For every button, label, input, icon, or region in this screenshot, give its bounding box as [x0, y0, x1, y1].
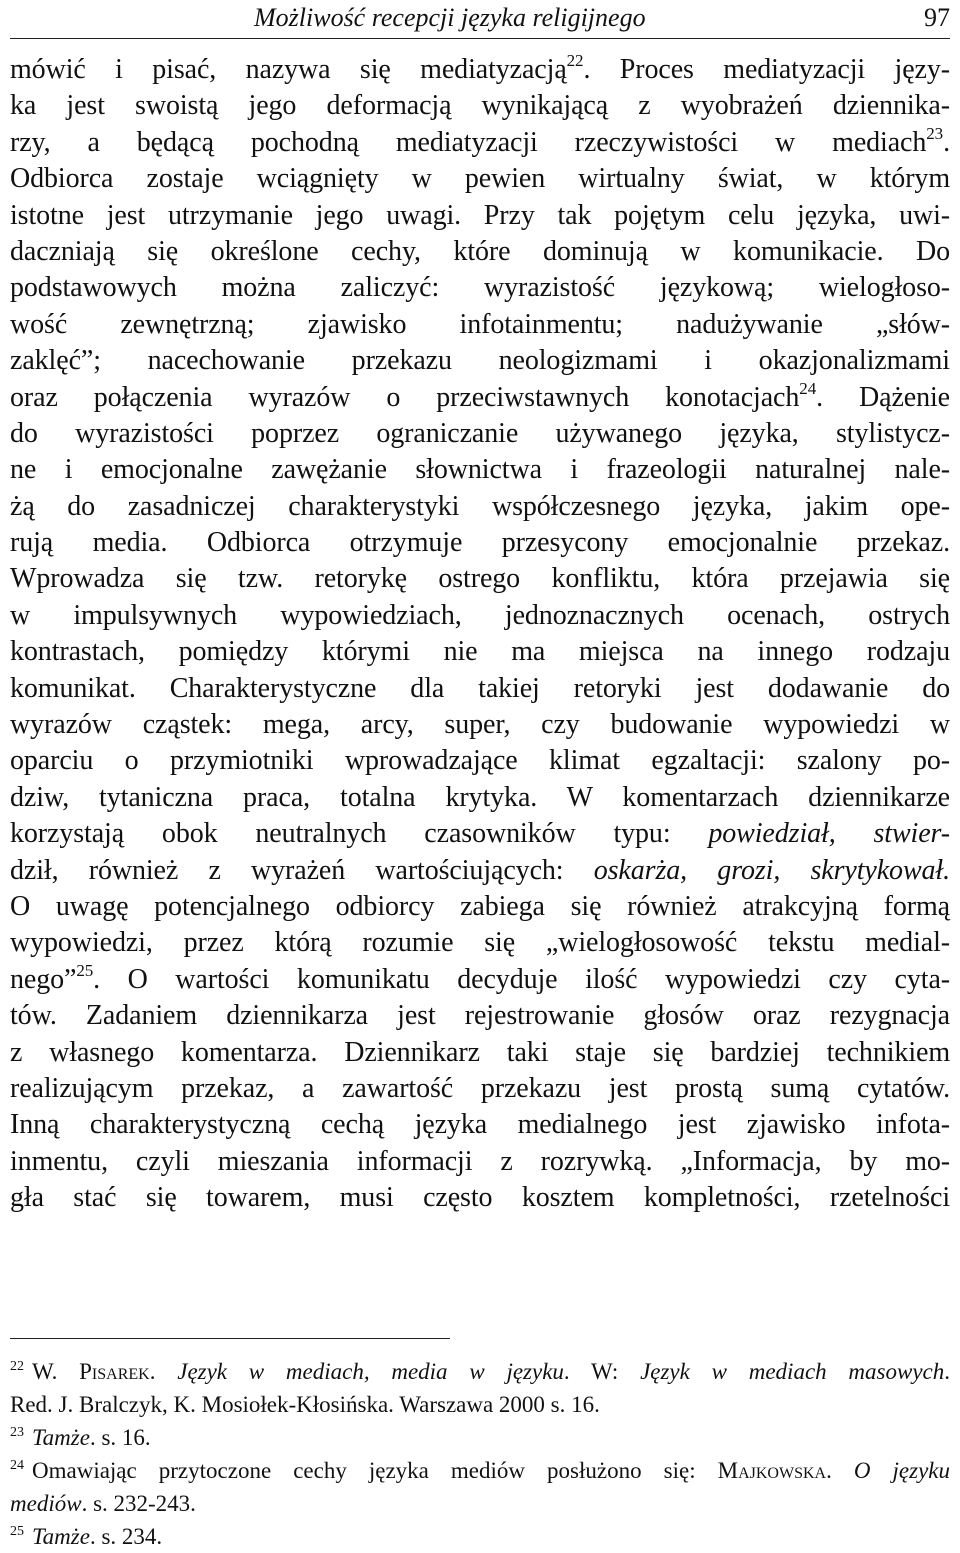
text-line: gła stać się towarem, musi często kosztem kompletności, rzetelności [10, 1182, 950, 1214]
text-line: podstawowych można zaliczyć: wyrazistość językową; wielogłoso- [10, 272, 950, 304]
text-line: rzy, a będącą pochodną mediatyzacji rzeczywistości w mediach$^{23}$. [10, 123, 950, 158]
text-line: istotne jest utrzymanie jego uwagi. Przy tak pojętym celu języka, uwi- [10, 199, 950, 231]
footnote-25: $^{25}$ Tamże. s. 234. [10, 1524, 163, 1549]
text-line: mówić i pisać, nazywa się mediatyzacją$^{22}$. Proces mediatyzacji języ- [10, 51, 950, 85]
footnote-22-continuation: Red. J. Bralczyk, K. Mosiołek-Kłosińska. Warszawa 2000 s. 16. [10, 1392, 600, 1417]
text-line: daczniają się określone cechy, które dominują w komunikacie. Do [10, 235, 950, 267]
text-line: oraz połączenia wyrazów o przeciwstawnych konotacjach$^{24}$. Dążenie [10, 378, 951, 413]
text-line: żą do zasadniczej charakterystyki współczesnego języka, jakim ope- [10, 490, 950, 522]
text-line: inmentu, czyli mieszania informacji z rozrywką. „Informacja, by mo- [10, 1145, 950, 1177]
footnote-number: 24 [10, 1458, 24, 1473]
text-line: dziw, tytaniczna praca, totalna krytyka. W komentarzach dziennikarze [10, 781, 950, 813]
text-line: z własnego komentarza. Dziennikarz taki staje się bardziej technikiem [10, 1036, 950, 1068]
footnote-ref-24[interactable]: 24 [799, 378, 817, 398]
footnote-22: $^{22}$ W. Pisarek. Język w mediach, media w języku. W: Język w mediach masowych. [10, 1359, 950, 1384]
author-name: Majkowska [717, 1458, 827, 1483]
text-line: ka jest swoistą jego deformacją wynikającą z wyobrażeń dziennika- [10, 90, 950, 122]
footnote-number: 22 [10, 1359, 24, 1374]
footnote-number: 23 [10, 1425, 24, 1440]
book-title: O języku [853, 1458, 951, 1483]
footnote-ref-22[interactable]: 22 [566, 51, 584, 70]
text-line: wypowiedzi, przez którą rozumie się „wielogłosowość tekstu medial- [10, 927, 950, 959]
italic-example: powiedział, stwier- [708, 818, 950, 850]
footnote-number: 25 [10, 1524, 24, 1539]
text-line: zaklęć”; nacechowanie przekazu neologizmami i okazjonalizmami [10, 345, 950, 377]
text-line: oparciu o przymiotniki wprowadzające klimat egzaltacji: szalony po- [10, 745, 950, 777]
body-paragraph [10, 52, 950, 1217]
footnote-separator [10, 1338, 450, 1339]
text-line: O uwagę potencjalnego odbiorcy zabiega się również atrakcyjną formą [10, 890, 950, 922]
text-line: nego”$^{25}$. O wartości komunikatu decyduje ilość wypowiedzi czy cyta- [10, 960, 950, 995]
footnote-ref-23[interactable]: 23 [926, 123, 944, 143]
author-name: Pisarek [79, 1359, 150, 1384]
italic-example: oskarża, grozi, skrytykował. [593, 854, 951, 886]
text-line: do wyrazistości poprzez ograniczanie używanego języka, stylistycz- [10, 417, 950, 449]
footnote-23: $^{23}$ Tamże. s. 16. [10, 1425, 151, 1450]
footnote-24: $^{24}$ Omawiając przytoczone cechy języka mediów posłużono się: Majkowska. O języku [10, 1458, 951, 1483]
book-title: Język w mediach, media w języku [177, 1359, 564, 1384]
text-line: w impulsywnych wypowiedziach, jednoznacznych ocenach, ostrych [10, 599, 950, 631]
footnotes [10, 1355, 950, 1553]
running-title: Możliwość recepcji języka religijnego [254, 3, 646, 32]
text-line: komunikat. Charakterystyczne dla takiej retoryki jest dodawanie do [10, 672, 950, 704]
text-line: tów. Zadaniem dziennikarza jest rejestrowanie głosów oraz rezygnacja [10, 1000, 950, 1032]
text-line: korzystają obok neutralnych czasowników typu: powiedział, stwier- [10, 818, 950, 850]
text-line: wość zewnętrzną; zjawisko infotainmentu; nadużywanie „słów- [10, 308, 950, 340]
text-line: Odbiorca zostaje wciągnięty w pewien wirtualny świat, w którym [10, 163, 950, 195]
text-line: Inną charakterystyczną cechą języka medialnego jest zjawisko infota- [10, 1109, 950, 1141]
source-title: Język w mediach masowych [640, 1359, 945, 1384]
text-line: realizującym przekaz, a zawartość przekazu jest prostą sumą cytatów. [10, 1072, 950, 1104]
text-line: rują media. Odbiorca otrzymuje przesycony emocjonalnie przekaz. [10, 527, 950, 559]
footnote-ref-25[interactable]: 25 [76, 960, 94, 980]
text-line: dził, również z wyrażeń wartościujących: oskarża, grozi, skrytykował. [10, 854, 951, 886]
page-number: 97 [924, 3, 950, 32]
running-head [10, 0, 950, 39]
text-line: ne i emocjonalne zawężanie słownictwa i frazeologii naturalnej nale- [10, 454, 950, 486]
text-line: kontrastach, pomiędzy którymi nie ma miejsca na innego rodzaju [10, 636, 950, 668]
text-line: wyrazów cząstek: mega, arcy, super, czy budowanie wypowiedzi w [10, 709, 950, 741]
text-line: Wprowadza się tzw. retorykę ostrego konfliktu, która przejawia się [10, 563, 950, 595]
footnote-24-continuation: mediów. s. 232-243. [10, 1491, 196, 1516]
